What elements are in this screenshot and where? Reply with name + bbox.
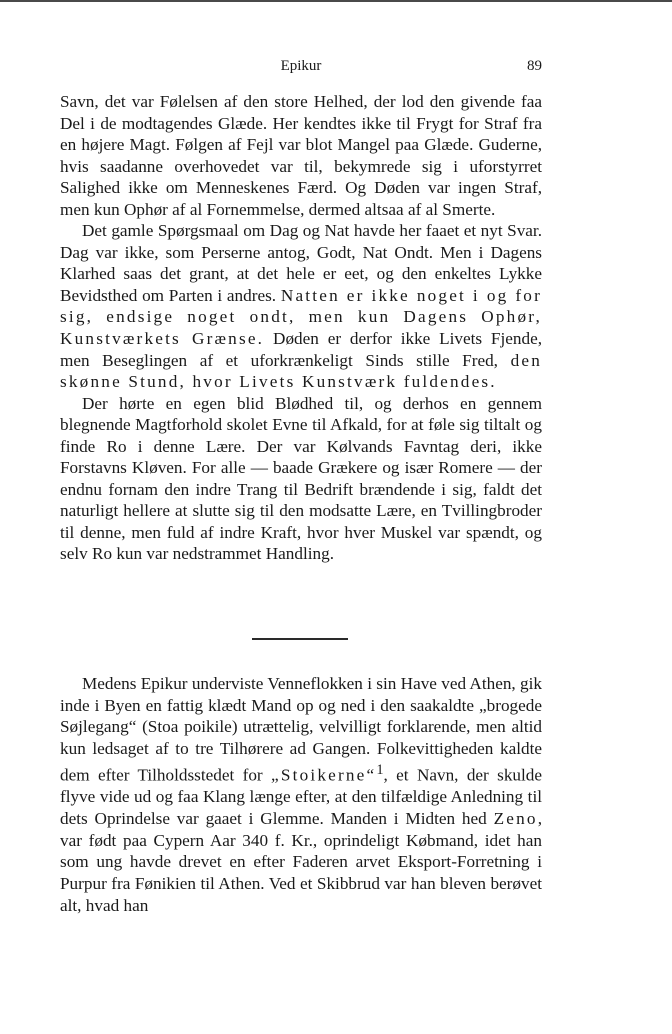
running-title: Epikur: [280, 58, 322, 74]
top-edge-rule: [0, 0, 672, 2]
paragraph-4: [60, 673, 542, 916]
paragraph-3: Der hørte en egen blid Blødhed til, og derhos en gennem blegnende Magtforhold skolet Evne til Afkald, for at føle sig tiltalt og finde Ro i denne Lære. Der var Kølvands Favntag deri, ikke Forstavns Kløven. For alle — baade Grækere og især Romere — der endnu fornam den indre Trang til Bedrift brændende i sig, faldt det naturligt hellere at slutte sig til den modsatte Lære, en Tvillingbroder til denne, men fuld af indre Kraft, hvor hver Muskel var spændt, og selv Ro kun var nedstrammet Handling.: [60, 393, 542, 564]
paragraph-2-part-c: Døden er derfor ikke Livets Fjende, men Beseglingen af et uforkrænkeligt Sinds stille Fred,: [60, 329, 543, 370]
paragraph-4-part-d: , et Navn, der skulde flyve vide ud og faa Klang længe efter, at den tilfældige Anledning til dets Oprindelse var gaaet i Glemme. Manden i Midten hed: [60, 765, 542, 828]
paragraph-2-spaced-d: den skønne Stund, hvor Livets Kunstværk fuldendes.: [60, 350, 542, 392]
paragraph-2-spaced-a: Natten er ikke noget i og for sig, endsige noget ondt, men kun Dagens Ophør, Kunstværkets Grænse.: [60, 285, 543, 349]
stoikerne-term: „Stoikerne“: [271, 765, 377, 785]
paragraph-2-part-a: Det gamle Spørgsmaal om Dag og Nat havde her faaet et nyt Svar. Dag var ikke, som Perserne antog, Godt, Nat Ondt. Men i Dagens Klarhed saas det grant, at det hele er eet, og den enkeltes Lykke Bevidsthed om Parten i andres.: [60, 221, 542, 305]
text-block-upper: [60, 91, 542, 565]
running-head: [60, 58, 542, 78]
page-number: 89: [527, 58, 542, 74]
zeno-name: Zeno: [493, 808, 538, 828]
paragraph-4-part-a: Medens Epikur underviste Venneflokken i sin Have ved Athen, gik inde i Byen en fattig klædt Mand op og ned i den saakaldte „brogede Søjlegang“ (Stoa poikile) utrættelig, velvilligt forklarende, men altid kun ledsaget af to tre Tilhørere ad Gangen. Folkevittigheden kaldte dem efter Tilholdsstedet for: [60, 674, 542, 785]
section-divider: [252, 638, 348, 640]
text-block-lower: [60, 673, 542, 916]
footnote-marker: 1: [376, 761, 384, 778]
paragraph-4-part-f: , var født paa Cypern Aar 340 f. Kr., oprindeligt Købmand, idet han som ung havde drevet en efter Faderen arvet Eksport-Forretning i Purpur fra Fønikien til Athen. Ved et Skibbrud var han bleven berøvet alt, hvad han: [60, 808, 543, 915]
paragraph-1: Savn, det var Følelsen af den store Helhed, der lod den givende faa Del i de modtagendes Glæde. Her kendtes ikke til Frygt for Straf fra en højere Magt. Følgen af Fejl var blot Mangel paa Glæde. Guderne, hvis saadanne overhovedet var til, bekymrede sig i uforstyrret Salighed ikke om Menneskenes Færd. Og Døden var ingen Straf, men kun Ophør af al Fornemmelse, dermed altsaa af al Smerte.: [60, 92, 542, 219]
paragraph-2: [60, 220, 542, 392]
